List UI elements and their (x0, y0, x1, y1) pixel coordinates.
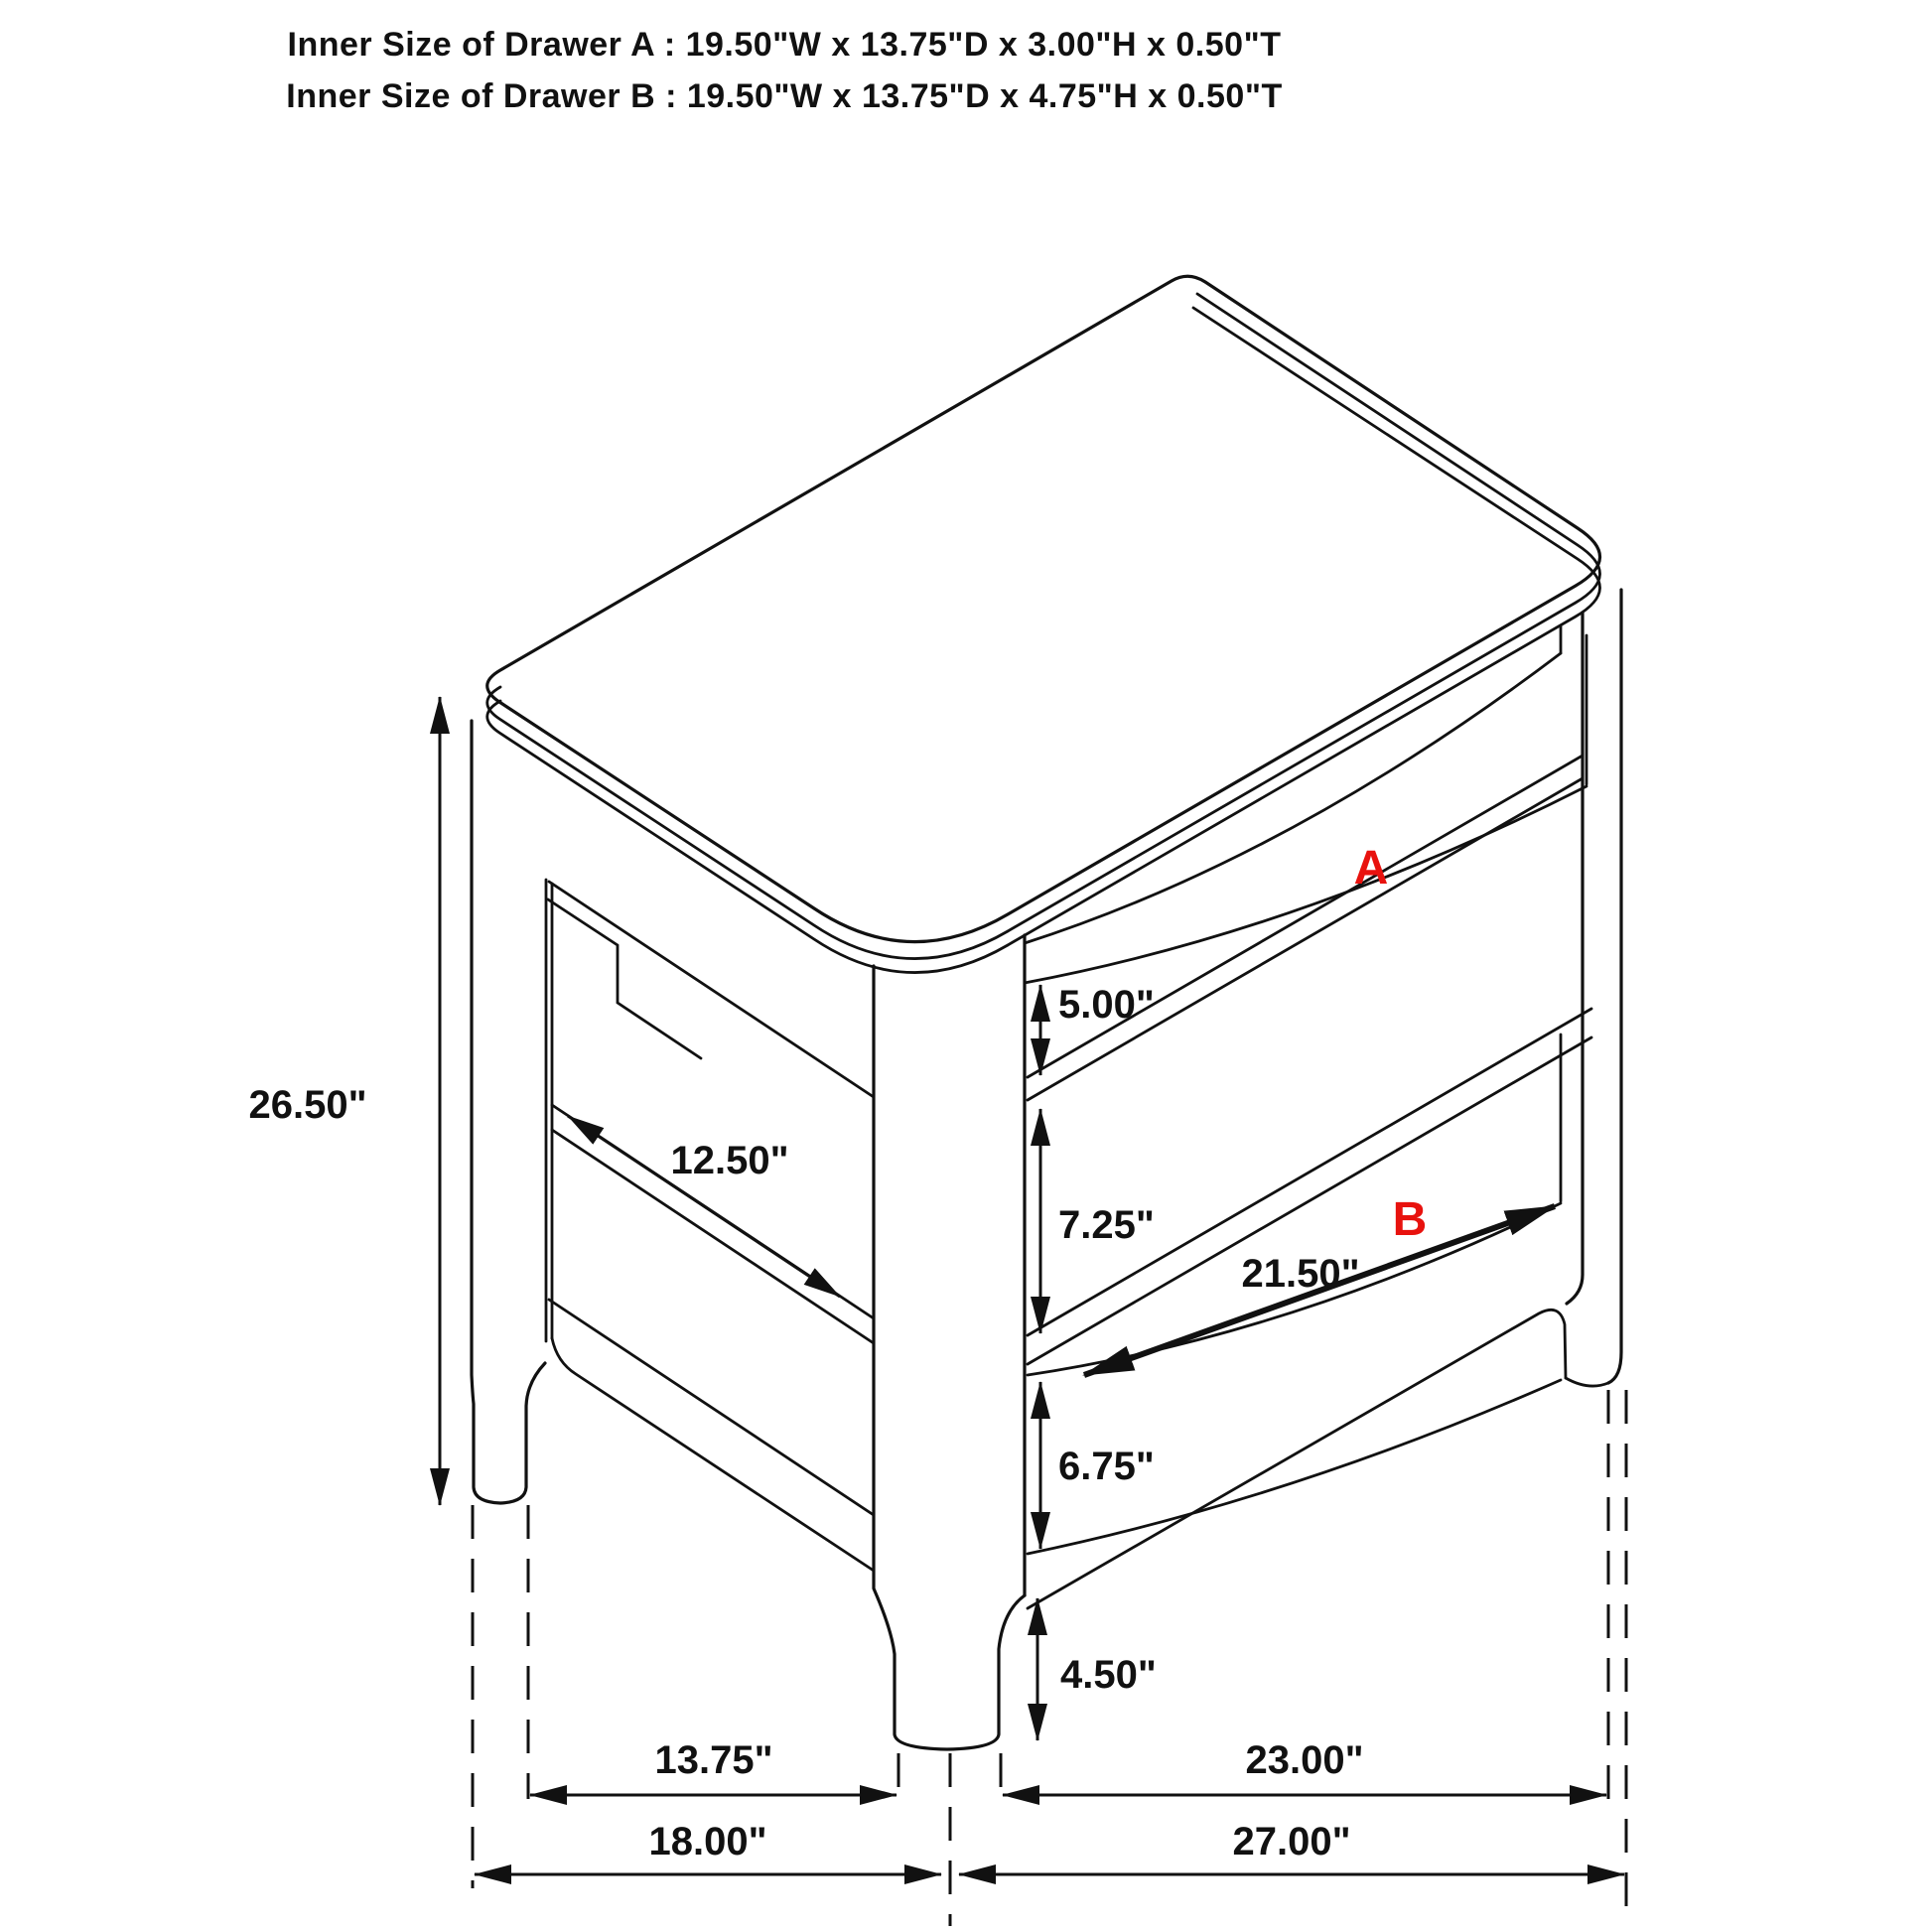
dimensions (440, 697, 1624, 1874)
drawer-labels (1354, 842, 1428, 1246)
front-shelf-bottom-edge (1028, 778, 1583, 1100)
label-inner-left-span: 13.75" (654, 1738, 773, 1782)
label-middle-opening: 7.25" (1058, 1203, 1155, 1247)
right-post-inner-edge (1567, 613, 1583, 1304)
dimension-labels (248, 983, 1363, 1863)
label-overall-depth: 18.00" (648, 1820, 767, 1863)
title-line-2: Inner Size of Drawer B : 19.50"W x 13.75"D x 4.75"H x 0.50"T (286, 77, 1283, 115)
drawer-b-rail-band (1028, 1009, 1591, 1364)
label-overall-width: 27.00" (1232, 1820, 1351, 1863)
tabletop-band-bottom (487, 308, 1600, 973)
front-corner-post (874, 935, 1025, 1749)
drawer-b-label: B (1392, 1193, 1428, 1246)
label-drawer-b-front: 6.75" (1058, 1445, 1155, 1488)
title-block (286, 26, 1282, 115)
right-post-outer-edge-and-leg (1608, 590, 1621, 1383)
label-shelf-depth: 12.50" (670, 1139, 789, 1182)
tabletop (487, 276, 1600, 972)
label-leg-height: 4.50" (1060, 1653, 1157, 1697)
right-leg-bottom-arc (1566, 1378, 1608, 1386)
left-corner-edge-and-leg (472, 721, 545, 1503)
drawer-a-bottom-edge (1025, 786, 1587, 983)
drawer-a-top-edge (1025, 653, 1561, 943)
side-opening-interior-corner (548, 899, 701, 1058)
projection-lines (473, 1390, 1626, 1926)
label-shelf-front-width: 21.50" (1241, 1252, 1360, 1296)
side-bottom-rail-bottom-edge (552, 1338, 874, 1571)
front-post-left-edge-and-leg (874, 966, 1025, 1749)
label-inner-right-span: 23.00" (1245, 1738, 1364, 1782)
label-overall-height: 26.50" (248, 1083, 367, 1127)
drawer-a-label: A (1353, 842, 1389, 895)
front-shelf-top-edge (1028, 756, 1583, 1077)
side-bottom-rail-top-edge (549, 1300, 874, 1515)
label-top-opening: 5.00" (1058, 983, 1155, 1027)
title-line-1: Inner Size of Drawer A : 19.50"W x 13.75"D x 3.00"H x 0.50"T (287, 26, 1282, 64)
